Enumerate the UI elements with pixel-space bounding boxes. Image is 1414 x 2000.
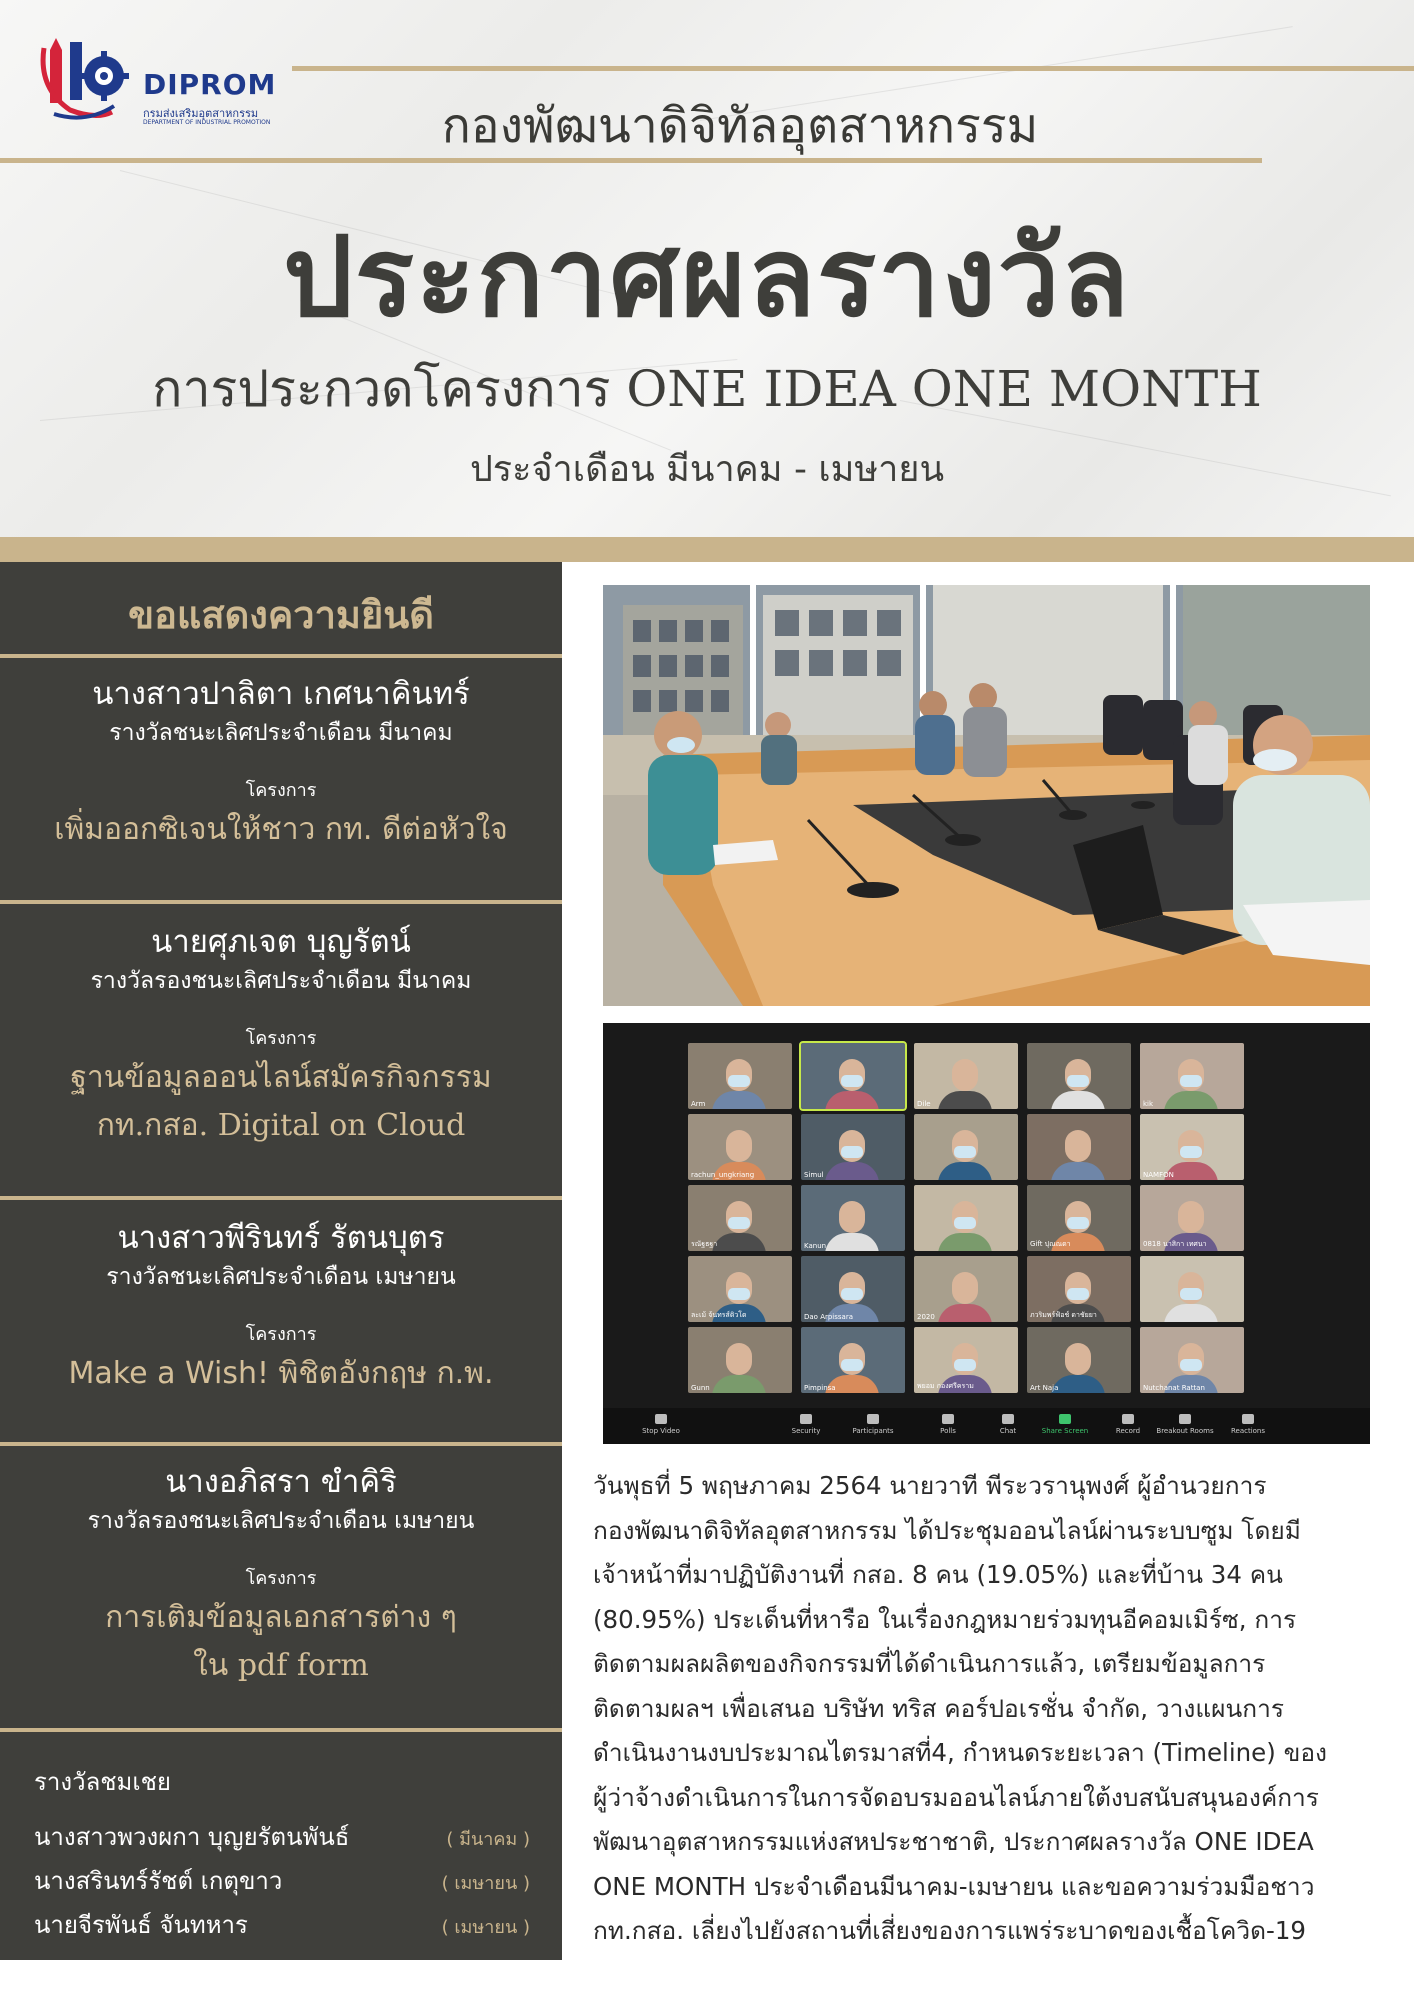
participant-face xyxy=(952,1059,978,1091)
participant-body xyxy=(712,1375,766,1393)
participant-tile xyxy=(688,1043,792,1109)
participant-body xyxy=(1051,1375,1105,1393)
participant-name: Kanun xyxy=(804,1242,827,1250)
zoom-toolbar xyxy=(603,1408,1370,1444)
participant-tile xyxy=(914,1185,1018,1251)
participant-tile xyxy=(914,1114,1018,1180)
logo-subtitle: กรมส่งเสริมอุตสาหกรรม xyxy=(143,107,259,120)
participant-tile xyxy=(688,1256,792,1322)
participant-name: Pimpinsa xyxy=(804,1384,836,1392)
participant-mask xyxy=(1180,1359,1202,1371)
participant-name: ภวริมพร์ฟ้อช์ ดาชัยยา xyxy=(1030,1311,1097,1319)
description-line: เจ้าหน้าที่มาปฏิบัติงานที่ กสอ. 8 คน (19.05%) และที่บ้าน 34 คน xyxy=(593,1560,1283,1589)
diprom-emblem-icon xyxy=(36,28,146,123)
participant-name: Simul xyxy=(804,1171,824,1179)
participant-body xyxy=(712,1091,766,1109)
participant-face xyxy=(1065,1130,1091,1162)
participant-tile xyxy=(801,1043,905,1109)
participant-mask xyxy=(954,1217,976,1229)
participant-mask xyxy=(728,1288,750,1300)
participant-tile xyxy=(688,1114,792,1180)
participant-face xyxy=(1065,1343,1091,1375)
honorable-name: นายจีรพันธ์ จันทหาร xyxy=(34,1911,248,1939)
meeting-room-illustration xyxy=(603,585,1370,1006)
participant-name: Dile xyxy=(917,1100,931,1108)
participant-mask xyxy=(841,1075,863,1087)
participant-face xyxy=(839,1201,865,1233)
participant-name: Arm xyxy=(691,1100,706,1108)
winner-award: รางวัลชนะเลิศประจำเดือน มีนาคม xyxy=(109,720,453,746)
participant-tile xyxy=(1140,1043,1244,1109)
participant-mask xyxy=(1180,1288,1202,1300)
winner-card xyxy=(0,1216,562,1398)
participant-tile xyxy=(1027,1043,1131,1109)
description-line: ติดตามผลผลิตของกิจกรรมที่ได้ดำเนินการแล้ว, เตรียมข้อมูลการ xyxy=(593,1649,1266,1678)
congrats-heading: ขอแสดงความยินดี xyxy=(128,593,434,637)
participant-name: Dao Arpissara xyxy=(804,1313,853,1321)
meeting-description xyxy=(593,1464,1383,1954)
honorable-mentions xyxy=(34,1762,534,1949)
honorable-name: นางสาวพวงผกา บุญยรัตนพันธ์ xyxy=(34,1823,350,1851)
project-name: การเติมข้อมูลเอกสารต่าง ๆ xyxy=(105,1600,457,1635)
participant-face xyxy=(1178,1201,1204,1233)
project-name: ใน pdf form xyxy=(193,1648,369,1683)
participant-tile xyxy=(1027,1256,1131,1322)
top-gold-line xyxy=(292,66,1414,71)
participant-tile xyxy=(801,1327,905,1393)
description-line: ติดตามผลฯ เพื่อเสนอ บริษัท ทริส คอร์ปอเรชั่น จำกัด, วางแผนการ xyxy=(593,1693,1285,1723)
participant-mask xyxy=(1067,1288,1089,1300)
project-name: กท.กสอ. Digital on Cloud xyxy=(96,1108,466,1143)
participant-tile xyxy=(1027,1185,1131,1251)
participant-tile xyxy=(688,1185,792,1251)
participant-mask xyxy=(841,1288,863,1300)
winner-award: รางวัลรองชนะเลิศประจำเดือน มีนาคม xyxy=(90,968,472,994)
participant-body xyxy=(938,1233,992,1251)
participant-tile xyxy=(914,1256,1018,1322)
honorable-month: ( เมษายน ) xyxy=(441,1917,530,1938)
divider xyxy=(0,654,562,658)
header-banner xyxy=(0,0,1414,537)
project-name: ฐานข้อมูลออนไลน์สมัครกิจกรรม xyxy=(70,1060,492,1095)
project-label: โครงการ xyxy=(245,1324,317,1345)
participant-name: 2020 xyxy=(917,1313,935,1321)
participant-body xyxy=(1164,1304,1218,1322)
diprom-logo xyxy=(36,28,277,126)
participants-icon: Participants xyxy=(843,1414,903,1435)
honorable-month: ( มีนาคม ) xyxy=(446,1829,530,1850)
participant-face xyxy=(726,1130,752,1162)
participant-mask xyxy=(841,1146,863,1158)
winner-name: นางอภิสรา ขำคิริ xyxy=(165,1464,397,1500)
participant-mask xyxy=(1067,1217,1089,1229)
participant-name: พยอม กองศรีคราม xyxy=(917,1382,974,1390)
divider xyxy=(0,1442,562,1446)
project-name: Make a Wish! พิชิตอังกฤษ ก.พ. xyxy=(68,1356,494,1391)
participant-name: kik xyxy=(1143,1100,1154,1108)
winner-name: นายศุภเจต บุญรัตน์ xyxy=(151,924,411,960)
participant-body xyxy=(825,1162,879,1180)
description-line: ONE MONTH ประจำเดือนมีนาคม-เมษายน และขอความร่วมมือชาว xyxy=(593,1871,1315,1901)
security-icon: Security xyxy=(776,1414,836,1435)
list-item xyxy=(34,1861,534,1905)
participant-body xyxy=(1051,1162,1105,1180)
participant-face xyxy=(726,1343,752,1375)
project-label: โครงการ xyxy=(245,1028,317,1049)
participant-tile xyxy=(914,1327,1018,1393)
participant-tile xyxy=(1140,1327,1244,1393)
participant-tile xyxy=(801,1256,905,1322)
breakout-rooms-icon: Breakout Rooms xyxy=(1155,1414,1215,1435)
list-item xyxy=(34,1905,534,1949)
mid-gold-line xyxy=(0,158,1262,163)
description-line: ดำเนินงานงบประมาณไตรมาสที่4, กำหนดระยะเวลา (Timeline) ของ xyxy=(593,1738,1328,1767)
contest-subtitle: การประกวดโครงการ ONE IDEA ONE MONTH xyxy=(152,360,1262,418)
description-line: (80.95%) ประเด็นที่หารือ ในเรื่องกฎหมายร่วมทุนอีคอมเมิร์ซ, การ xyxy=(593,1604,1297,1634)
participant-name: Nutchanat Rattan xyxy=(1143,1384,1205,1392)
description-line: กท.กสอ. เลี่ยงไปยังสถานที่เสี่ยงของการแพร่ระบาดของเชื้อโควิด-19 xyxy=(593,1916,1307,1945)
description-line: วันพุธที่ 5 พฤษภาคม 2564 นายวาที พีระวรานุพงศ์ ผู้อำนวยการ xyxy=(593,1471,1267,1500)
page-title: ประกาศผลรางวัล xyxy=(283,213,1131,341)
winner-award: รางวัลรองชนะเลิศประจำเดือน เมษายน xyxy=(87,1508,475,1534)
participant-tile xyxy=(1027,1327,1131,1393)
winners-panel xyxy=(0,562,562,1960)
participant-body xyxy=(1164,1091,1218,1109)
participant-name: Gunn xyxy=(691,1384,710,1392)
participant-tile xyxy=(1140,1185,1244,1251)
participant-name: Gift ปุณณดา xyxy=(1030,1240,1071,1248)
meeting-room-photo xyxy=(603,585,1370,1006)
project-name: เพิ่มออกซิเจนให้ชาว กท. ดีต่อหัวใจ xyxy=(54,812,508,847)
participant-mask xyxy=(1180,1075,1202,1087)
participant-mask xyxy=(954,1359,976,1371)
participant-body xyxy=(712,1233,766,1251)
winner-name: นางสาวพีรินทร์ รัตนบุตร xyxy=(117,1220,445,1256)
participant-body xyxy=(1051,1091,1105,1109)
participant-face xyxy=(952,1272,978,1304)
record-icon: Record xyxy=(1098,1414,1158,1435)
description-line: กองพัฒนาดิจิทัลอุตสาหกรรม ได้ประชุมออนไลน์ผ่านระบบซูม โดยมี xyxy=(593,1515,1301,1545)
zoom-meeting-screenshot xyxy=(603,1023,1370,1444)
participant-tile xyxy=(801,1185,905,1251)
participant-tile xyxy=(914,1043,1018,1109)
logo-subtitle-en: DEPARTMENT OF INDUSTRIAL PROMOTION xyxy=(143,119,271,126)
project-label: โครงการ xyxy=(245,1568,317,1589)
list-item xyxy=(34,1817,534,1861)
divider xyxy=(0,1728,562,1732)
winner-card xyxy=(0,1460,562,1690)
project-label: โครงการ xyxy=(245,780,317,801)
department-title: กองพัฒนาดิจิทัลอุตสาหกรรม xyxy=(441,98,1039,154)
participant-name: 0818 นาสิกา เทศนา xyxy=(1143,1240,1207,1248)
participant-mask xyxy=(954,1146,976,1158)
period-text: ประจำเดือน มีนาคม - เมษายน xyxy=(469,449,945,490)
gold-band xyxy=(0,537,1414,562)
honorable-title: รางวัลชมเชย xyxy=(34,1768,171,1796)
winner-card xyxy=(0,672,562,854)
participant-name: รณัฐธฐา xyxy=(691,1240,718,1248)
description-line: ผู้ว่าจ้างดำเนินการในการจัดอบรมออนไลน์ภายใต้งบสนับสนุนองค์การ xyxy=(593,1782,1319,1812)
divider xyxy=(0,1196,562,1200)
winner-card xyxy=(0,920,562,1150)
participant-mask xyxy=(1067,1075,1089,1087)
participant-tile xyxy=(1027,1114,1131,1180)
honorable-month: ( เมษายน ) xyxy=(441,1873,530,1894)
participant-name: NAMFON xyxy=(1143,1171,1174,1179)
participant-body xyxy=(938,1091,992,1109)
participant-tile xyxy=(688,1327,792,1393)
participant-tile xyxy=(1140,1114,1244,1180)
chat-icon: Chat xyxy=(978,1414,1038,1435)
participant-name: rachun_ungkriang xyxy=(691,1171,755,1179)
winner-name: นางสาวปาลิตา เกศนาคินทร์ xyxy=(92,676,470,712)
participant-mask xyxy=(841,1359,863,1371)
honorable-name: นางสรินทร์รัชต์ เกตุขาว xyxy=(34,1867,283,1895)
share-screen-icon: Share Screen xyxy=(1035,1414,1095,1435)
participant-mask xyxy=(728,1217,750,1229)
participant-body xyxy=(938,1162,992,1180)
participant-mask xyxy=(728,1075,750,1087)
reactions-icon: Reactions xyxy=(1218,1414,1278,1435)
winner-award: รางวัลชนะเลิศประจำเดือน เมษายน xyxy=(106,1264,456,1290)
participant-tile xyxy=(801,1114,905,1180)
polls-icon: Polls xyxy=(918,1414,978,1435)
participant-body xyxy=(825,1233,879,1251)
participant-body xyxy=(825,1091,879,1109)
participant-body xyxy=(938,1304,992,1322)
stop-video-icon: Stop Video xyxy=(631,1414,691,1435)
logo-brand: DIPROM xyxy=(143,68,277,101)
participant-name: Art Naja xyxy=(1030,1384,1059,1392)
participant-name: ละเม้ จ้นทรส์ดิวโด xyxy=(691,1311,747,1319)
participant-tile xyxy=(1140,1256,1244,1322)
description-line: พัฒนาอุตสาหกรรมแห่งสหประชาชาติ, ประกาศผลรางวัล ONE IDEA xyxy=(593,1827,1314,1856)
divider xyxy=(0,900,562,904)
participant-mask xyxy=(1180,1146,1202,1158)
